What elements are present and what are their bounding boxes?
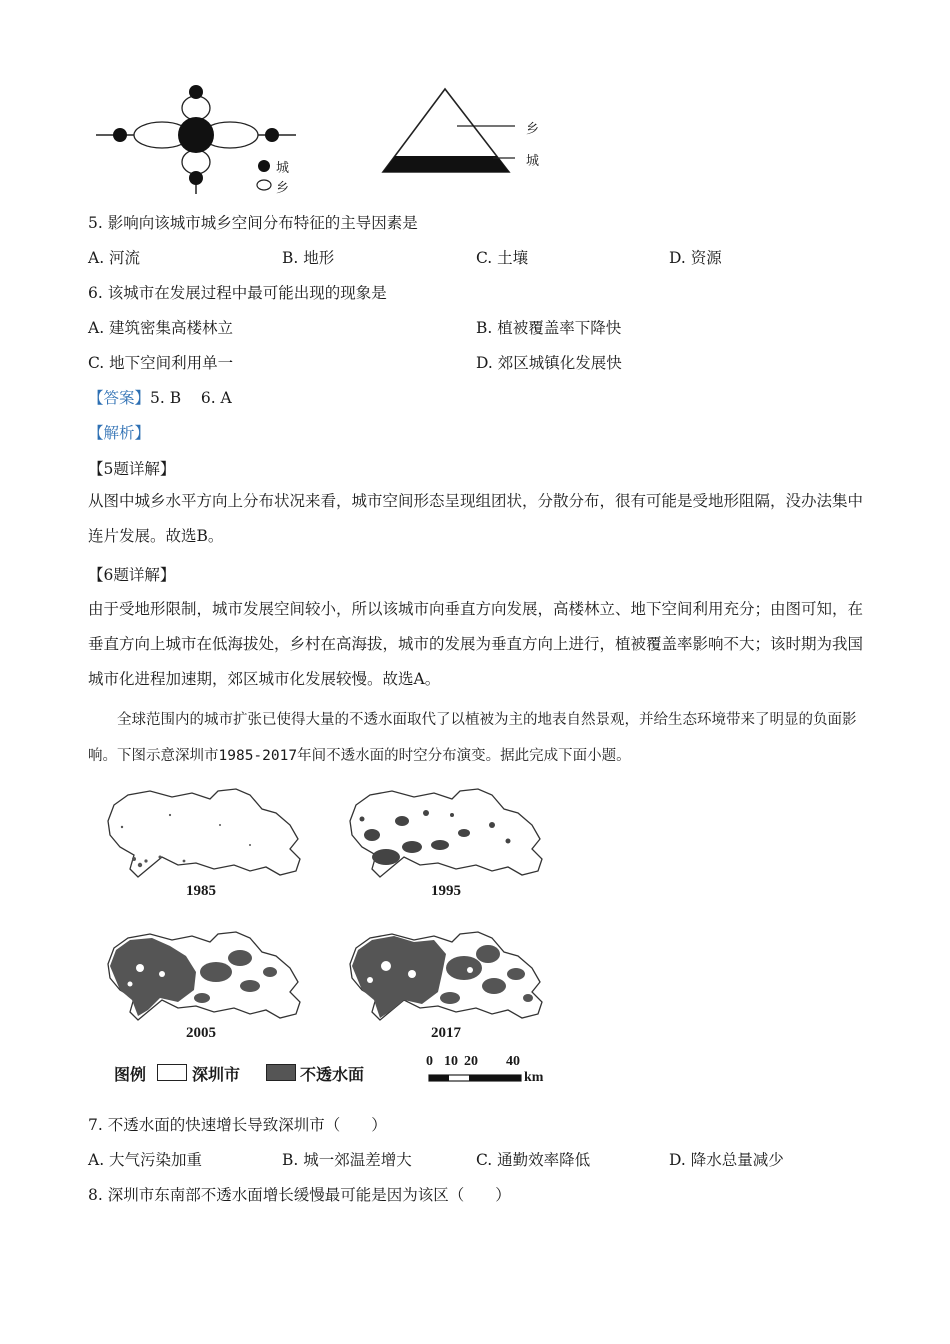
scale-bar [428, 1073, 528, 1083]
map-legend-city: 深圳市 [192, 1065, 241, 1084]
analysis-label: 【解析】 [88, 424, 151, 442]
legend-impervious-swatch-icon [266, 1064, 296, 1081]
legend-rural-ellipse-icon [256, 179, 272, 191]
legend-city-dot-icon [257, 159, 271, 173]
map-legend-title: 图例 [114, 1065, 147, 1084]
q6-option-c: C. 地下空间利用单一 [88, 354, 234, 372]
q7-option-c: C. 通勤效率降低 [476, 1151, 591, 1169]
map-year-1995: 1995 [431, 883, 461, 899]
q7-option-b: B. 城一郊温差增大 [282, 1151, 412, 1169]
detail-6-text: 由于受地形限制，城市发展空间较小，所以该城市向垂直方向发展，高楼林立、地下空间利用充分；由图可知，在垂直方向上城市在低海拔处，乡村在高海拔，城市的发展为垂直方向上进行，植被覆盖率影响不大；该时期为我国城市化进程加速期，郊区城市化发展较慢。故选A。 [88, 600, 864, 688]
answer-line [88, 386, 232, 408]
shenzhen-map-2005 [100, 928, 310, 1026]
intro-paragraph: 全球范围内的城市扩张已使得大量的不透水面取代了以植被为主的地表自然景观，并给生态环境带来了明显的负面影响。下图示意深圳市1985-2017年间不透水面的时空分布演变。据此完成下面小题。 [88, 712, 857, 764]
legend-rural-label: 乡 [276, 181, 290, 196]
q5-option-d: D. 资源 [669, 249, 722, 267]
map-legend-impervious: 不透水面 [300, 1065, 365, 1084]
scale-tick-40: 40 [506, 1054, 520, 1069]
map-year-2005: 2005 [186, 1025, 216, 1041]
shenzhen-map-2017 [342, 928, 552, 1026]
question-8-stem: 8. 深圳市东南部不透水面增长缓慢最可能是因为该区（ ） [88, 1186, 511, 1204]
detail-5-text: 从图中城乡水平方向上分布状况来看，城市空间形态呈现组团状，分散分布，很有可能是受地形阻隔，没办法集中连片发展。故选B。 [88, 492, 864, 545]
map-year-1985: 1985 [186, 883, 216, 899]
shenzhen-map-1985 [100, 785, 310, 883]
question-6-stem: 6. 该城市在发展过程中最可能出现的现象是 [88, 284, 387, 302]
q5-option-b: B. 地形 [282, 249, 335, 267]
q7-option-a: A. 大气污染加重 [88, 1151, 203, 1169]
map-year-2017: 2017 [431, 1025, 461, 1041]
q6-option-a: A. 建筑密集高楼林立 [88, 319, 234, 337]
q7-option-d: D. 降水总量减少 [669, 1151, 784, 1169]
answer-value: 5. B 6. A [150, 389, 232, 407]
answer-label: 【答案】 [88, 389, 151, 407]
scale-tick-20: 20 [464, 1054, 478, 1069]
question-7-stem: 7. 不透水面的快速增长导致深圳市（ ） [88, 1116, 387, 1134]
shenzhen-map-1995 [342, 785, 552, 883]
legend-city-swatch-icon [157, 1064, 187, 1081]
detail-5-label: 【5题详解】 [88, 460, 176, 478]
legend-city-label: 城 [276, 161, 290, 176]
q5-option-a: A. 河流 [88, 249, 141, 267]
pyramid-rural-label: 乡 [526, 122, 540, 137]
question-5-stem: 5. 影响向该城市城乡空间分布特征的主导因素是 [88, 214, 418, 232]
scale-unit: km [524, 1070, 544, 1085]
detail-6-label: 【6题详解】 [88, 566, 176, 584]
pyramid-diagram [375, 86, 525, 178]
q5-option-c: C. 土壤 [476, 249, 529, 267]
pyramid-city-label: 城 [526, 154, 540, 169]
scale-tick-0: 0 [426, 1054, 433, 1069]
q6-option-d: D. 郊区城镇化发展快 [476, 354, 622, 372]
q6-option-b: B. 植被覆盖率下降快 [476, 319, 622, 337]
scale-tick-10: 10 [444, 1054, 458, 1069]
